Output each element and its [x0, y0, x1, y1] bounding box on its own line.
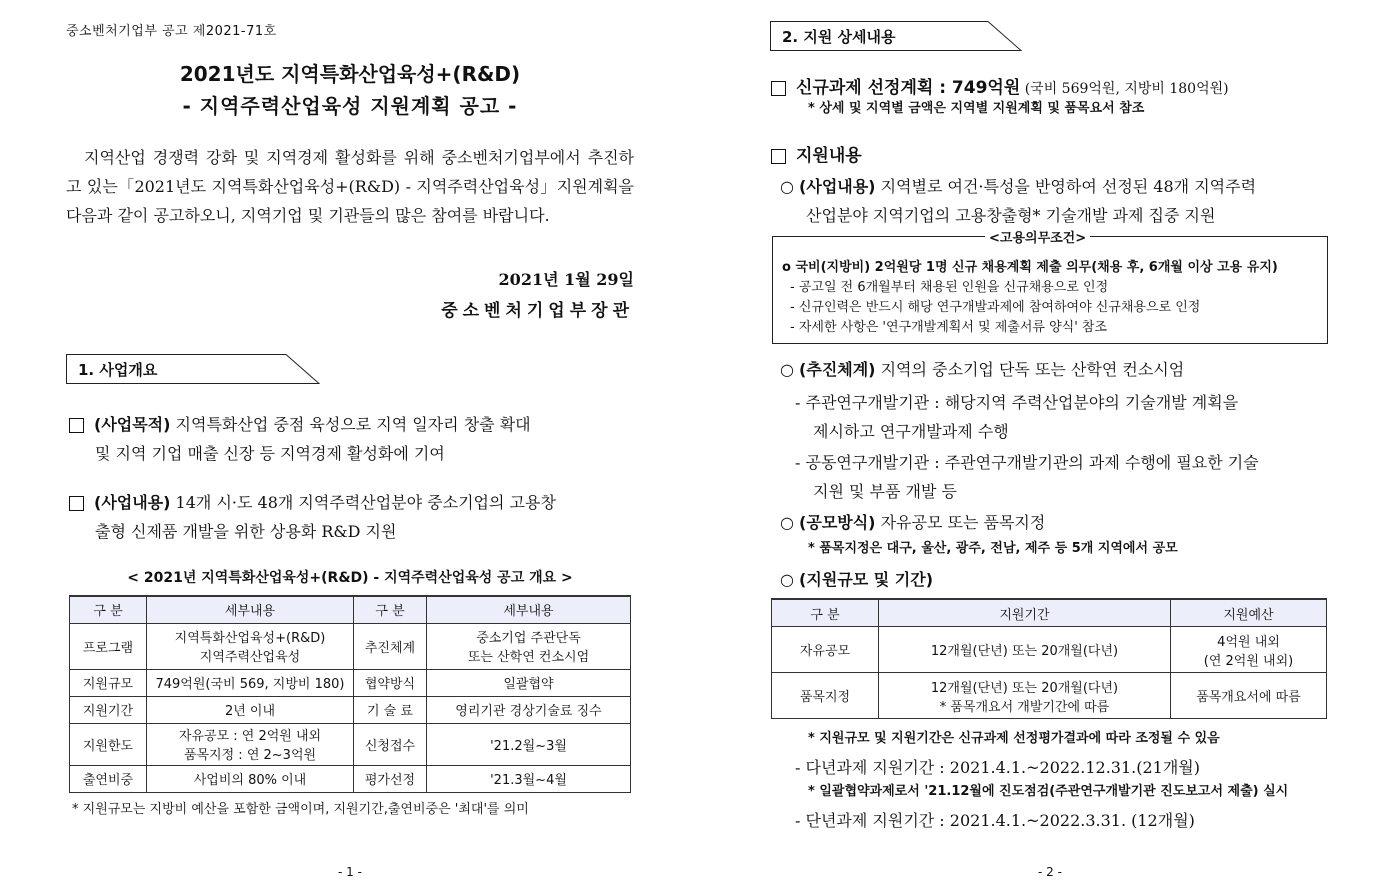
employment-condition-label: <고용의무조건>	[985, 227, 1090, 246]
section-title: 1. 사업개요	[78, 361, 158, 379]
table-header: 구 분	[70, 596, 147, 623]
row-label: 평가선정	[354, 765, 427, 792]
support-heading	[771, 141, 862, 166]
condition-line: - 신규인력은 반드시 해당 연구개발과제에 참여하여야 신규채용으로 인정	[790, 300, 1201, 315]
main-org-item	[795, 388, 1238, 446]
table-header: 세부내용	[427, 596, 631, 623]
joint-org-text-cont: 지원 및 부품 개발 등	[813, 482, 957, 501]
circle-bullet-icon: ○	[780, 570, 800, 589]
cell-line: 지역주력산업육성	[199, 650, 301, 665]
condition-line: o 국비(지방비) 2억원당 1명 신규 채용계획 제출 의무(채용 후, 6개월 이상 고용 유지)	[782, 260, 1278, 275]
row-label: 프로그램	[70, 623, 147, 669]
table-row	[70, 765, 631, 792]
circle-bullet-icon: ○	[780, 177, 800, 196]
overview-table	[69, 595, 631, 793]
support-text: 지역별로 여건·특성을 반영하여 선정된 48개 지역주력	[875, 177, 1257, 196]
plan-line	[771, 73, 1229, 98]
scale-label: (지원규모 및 기간)	[799, 570, 934, 589]
multi-year-period: - 다년과제 지원기간 : 2021.4.1.~2022.12.31.(21개월)	[795, 758, 1200, 777]
table-footnote: * 지원규모는 지방비 예산을 포함한 금액이며, 지원기간,출연비중은 '최대'를 의미	[72, 802, 529, 817]
cell-line: 품목지정 : 연 2~3억원	[183, 748, 317, 763]
method-item	[780, 508, 1045, 537]
purpose-label: (사업목적)	[94, 415, 171, 434]
method-label: (공모방식)	[799, 513, 876, 532]
table-cell	[147, 623, 354, 669]
content-text-cont: 출형 신제품 개발을 위한 상용화 R&D 지원	[95, 522, 397, 541]
section-tab-details	[770, 21, 1022, 51]
table-cell: '21.3월~4월	[427, 765, 631, 792]
support-title: 지원내용	[796, 146, 862, 166]
row-label: 자유공모	[772, 627, 879, 673]
support-label: (사업내용)	[799, 177, 876, 196]
joint-org-item	[795, 448, 1259, 506]
cell-line: 중소기업 주관단독	[476, 631, 581, 646]
table-header: 구 분	[772, 599, 879, 627]
notice-number: 중소벤처기업부 공고 제2021-71호	[66, 24, 277, 39]
cell-line: (연 2억원 내외)	[1203, 653, 1294, 669]
table-header: 지원예산	[1171, 599, 1327, 627]
table-cell: '21.2월~3월	[427, 723, 631, 765]
system-label: (추진체계)	[799, 360, 876, 379]
system-item	[780, 355, 1184, 384]
purpose-text: 지역특화산업 중점 육성으로 지역 일자리 창출 확대	[170, 415, 531, 434]
purpose-text-cont: 및 지역 기업 매출 신장 등 지역경제 활성화에 기여	[95, 444, 445, 463]
checkbox-icon	[69, 496, 84, 511]
main-org-text: - 주관연구개발기관 : 해당지역 주력산업분야의 기술개발 계획을	[795, 393, 1239, 412]
single-year-period: - 단년과제 지원기간 : 2021.4.1.~2022.3.31. (12개월)	[795, 811, 1195, 830]
content-text: 14개 시·도 48개 지역주력산업분야 중소기업의 고용창	[170, 493, 556, 512]
section-tab-overview	[66, 354, 320, 384]
checkbox-icon	[771, 149, 786, 164]
purpose-item	[69, 410, 531, 468]
joint-org-text: - 공동연구개발기관 : 주관연구개발기관의 과제 수행에 필요한 기술	[795, 453, 1259, 472]
table-row	[70, 669, 631, 696]
table-row	[772, 673, 1327, 719]
checkbox-icon	[771, 81, 786, 96]
cell-line: * 품목개요서 개발기간에 따름	[939, 699, 1110, 715]
cell-line: 지역특화산업육성+(R&D)	[174, 631, 326, 646]
table-cell: 일괄협약	[427, 669, 631, 696]
table-cell: 품목개요서에 따름	[1171, 673, 1327, 719]
row-label: 지원한도	[70, 723, 147, 765]
document-title: 2021년도 지역특화산업육성+(R&D)	[179, 62, 521, 86]
table-row	[70, 723, 631, 765]
table-caption: < 2021년 지역특화산업육성+(R&D) - 지역주력산업육성 공고 개요 >	[127, 570, 573, 586]
page-number: - 2 -	[1038, 865, 1062, 879]
document-subtitle: - 지역주력산업육성 지원계획 공고 -	[182, 94, 518, 118]
row-label: 협약방식	[354, 669, 427, 696]
notice-date: 2021년 1월 29일	[498, 270, 634, 289]
adjust-note: * 지원규모 및 지원기간은 신규과제 선정평가결과에 따라 조정될 수 있음	[808, 731, 1220, 746]
circle-bullet-icon: ○	[780, 360, 800, 379]
cell-line: 자유공모 : 연 2억원 내외	[178, 729, 322, 744]
plan-note: * 상세 및 지역별 금액은 지역별 지원계획 및 품목요서 참조	[808, 101, 1145, 116]
section-title: 2. 지원 상세내용	[782, 28, 896, 46]
table-row	[70, 623, 631, 669]
condition-line: - 자세한 사항은 '연구개발계획서 및 제출서류 양식' 참조	[790, 320, 1108, 335]
row-label: 지원규모	[70, 669, 147, 696]
plan-label: 신규과제 선정계획 : 749억원	[796, 78, 1021, 98]
table-cell: 2년 이내	[147, 696, 354, 723]
content-label: (사업내용)	[94, 493, 171, 512]
issuer-name: 중소벤처기업부장관	[441, 301, 634, 321]
table-cell: 영리기관 경상기술료 징수	[427, 696, 631, 723]
system-text: 지역의 중소기업 단독 또는 산학연 컨소시엄	[875, 360, 1185, 379]
method-text: 자유공모 또는 품목지정	[875, 513, 1046, 532]
checkbox-icon	[69, 418, 84, 433]
table-header: 구 분	[354, 596, 427, 623]
row-label: 신청접수	[354, 723, 427, 765]
support-text-cont: 산업분야 지역기업의 고용창출형* 기술개발 과제 집중 지원	[806, 206, 1216, 225]
table-row	[772, 627, 1327, 673]
table-row	[70, 696, 631, 723]
circle-bullet-icon: ○	[780, 513, 800, 532]
method-note: * 품목지정은 대구, 울산, 광주, 전남, 제주 등 5개 지역에서 공모	[808, 541, 1178, 556]
support-scale-table	[771, 598, 1327, 719]
support-content-item	[780, 172, 1256, 230]
table-cell	[147, 723, 354, 765]
table-cell: 749억원(국비 569, 지방비 180)	[147, 669, 354, 696]
table-cell	[1171, 627, 1327, 673]
condition-line: - 공고일 전 6개월부터 채용된 인원을 신규채용으로 인정	[790, 280, 1109, 295]
row-label: 품목지정	[772, 673, 879, 719]
cell-line: 12개월(단년) 또는 20개월(다년)	[930, 680, 1119, 696]
table-cell	[879, 673, 1171, 719]
cell-line: 또는 산학연 컨소시엄	[467, 650, 590, 665]
content-item	[69, 488, 556, 546]
row-label: 출연비중	[70, 765, 147, 792]
multi-year-note: * 일괄협약과제로서 '21.12월에 진도점검(주관연구개발기관 진도보고서 제출) 실시	[808, 784, 1289, 799]
table-header: 세부내용	[147, 596, 354, 623]
table-cell: 사업비의 80% 이내	[147, 765, 354, 792]
table-header: 지원기간	[879, 599, 1171, 627]
table-cell	[427, 623, 631, 669]
intro-paragraph: 지역산업 경쟁력 강화 및 지역경제 활성화를 위해 중소벤처기업부에서 추진하고 있는「2021년도 지역특화산업육성+(R&D) - 지역주력산업육성」지원계획을 다음과 같이 공고하오니, 지역기업 및 기관들의 많은 참여를 바랍니다.	[66, 148, 634, 225]
row-label: 추진체계	[354, 623, 427, 669]
page-number: - 1 -	[338, 865, 362, 879]
scale-item	[780, 565, 933, 594]
main-org-text-cont: 제시하고 연구개발과제 수행	[813, 422, 1009, 441]
row-label: 지원기간	[70, 696, 147, 723]
cell-line: 4억원 내외	[1217, 634, 1280, 650]
table-cell: 12개월(단년) 또는 20개월(다년)	[879, 627, 1171, 673]
row-label: 기 술 료	[354, 696, 427, 723]
plan-detail: (국비 569억원, 지방비 180억원)	[1020, 81, 1229, 97]
